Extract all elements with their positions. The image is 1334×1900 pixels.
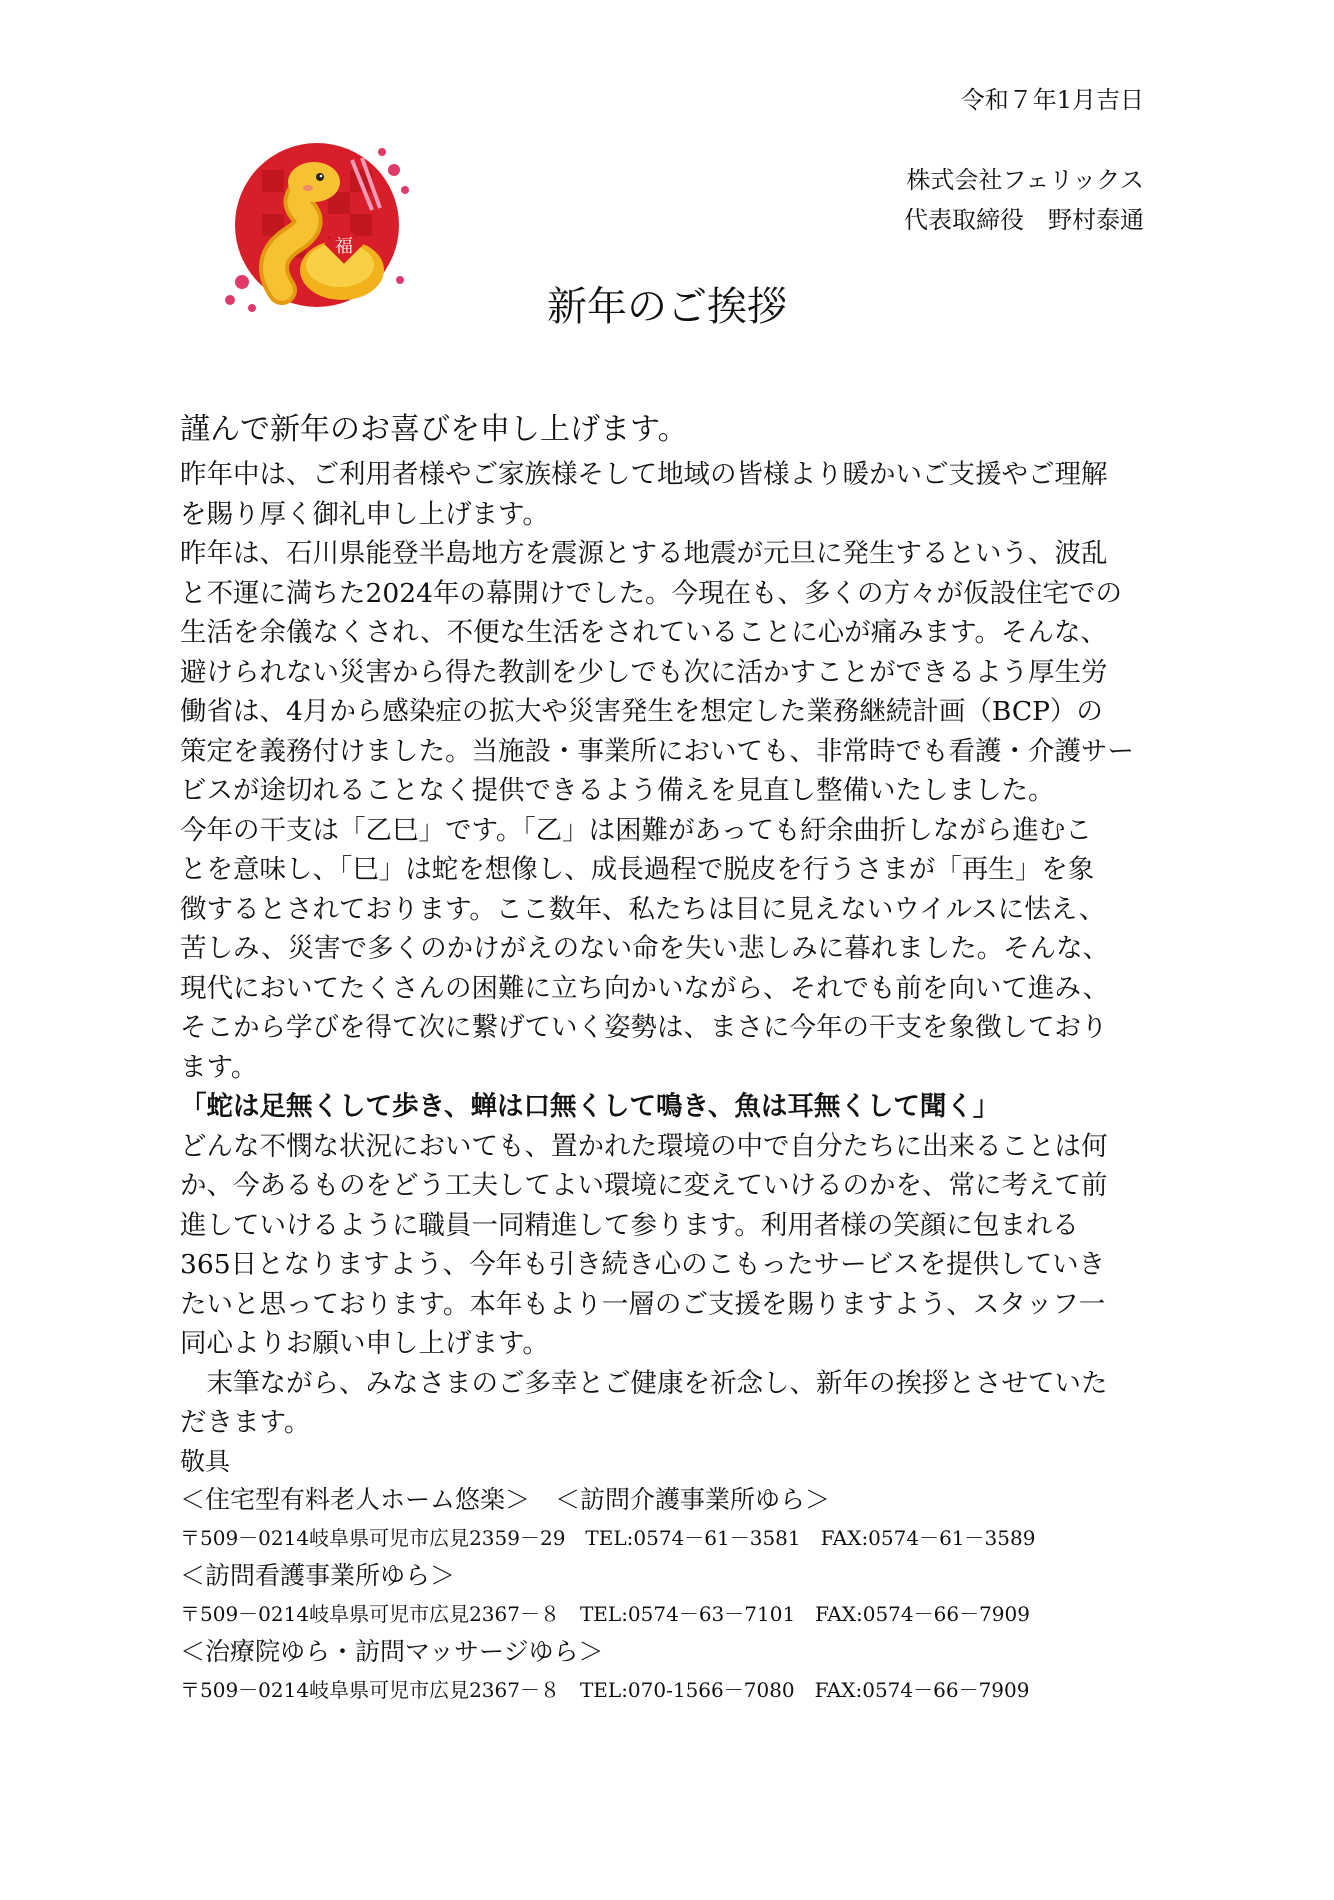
body-line: 生活を余儀なくされ、不便な生活をされていることに心が痛みます。そんな、 [180,617,1107,648]
body-line: ます。 [180,1051,258,1083]
body-line: 365日となりますよう、今年も引き続き心のこもったサービスを提供していき [180,1249,1106,1280]
fortune-badge-text: 福 [335,236,353,257]
body-line: 苦しみ、災害で多くのかけがえのない命を失い悲しみに暮れました。そんな、 [180,933,1110,964]
sender-block [904,160,1144,240]
body-line: 昨年中は、ご利用者様やご家族様そして地域の皆様より暖かいご支援やご理解 [180,459,1108,490]
page-title: 新年のご挨拶 [547,284,787,330]
greeting: 謹んで新年のお喜びを申し上げます。 [180,412,688,447]
body-line: 同心よりお願い申し上げます。 [180,1328,549,1359]
company-name: 株式会社フェリックス [906,166,1144,194]
facility-address: 〒509－0214岐阜県可児市広見2359－29 TEL:0574－61－3581 FAX:0574－61－3589 [180,1525,1036,1550]
body-line: 現代においてたくさんの困難に立ち向かいながら、それでも前を向いて進み、 [180,972,1110,1004]
body-line: 昨年は、石川県能登半島地方を震源とする地震が元旦に発生するという、波乱 [180,538,1108,569]
body-line: と不運に満ちた2024年の幕開けでした。今現在も、多くの方々が仮設住宅での [180,577,1122,609]
facility-address: 〒509－0214岐阜県可児市広見2367－８ TEL:070-1566－7080 FAX:0574－66－7909 [180,1677,1030,1702]
proverb-quote: 「蛇は足無くして歩き、蝉は口無くして鳴き、魚は耳無くして聞く」 [180,1091,1000,1122]
letter-body [180,405,1140,1709]
representative-name: 代表取締役 野村泰通 [904,206,1144,234]
keigu: 敬具 [180,1446,231,1476]
body-line: 策定を義務付けました。当施設・事業所においても、非常時でも看護・介護サー [180,735,1134,767]
body-line: ビスが途切れることなく提供できるよう備えを見直し整備いたしました。 [180,775,1055,806]
body-line: か、今あるものをどう工夫してよい環境に変えていけるのかを、常に考えて前 [180,1170,1108,1201]
closing-line: 末筆ながら、みなさまのご多幸とご健康を祈念し、新年の挨拶とさせていた [206,1367,1108,1399]
body-line: を賜り厚く御礼申し上げます。 [180,498,549,530]
body-line: そこから学びを得て次に繋げていく姿勢は、まさに今年の干支を象徴しており [180,1012,1108,1043]
body-line: 今年の干支は「乙巳」です。「乙」は困難があっても紆余曲折しながら進むこ [180,814,1092,846]
body-line: たいと思っております。本年もより一層のご支援を賜りますよう、スタッフ一 [180,1288,1106,1320]
facility-name: ＜治療院ゆら・訪問マッサージゆら＞ [180,1636,604,1666]
letter-date: 令和７年1月吉日 [960,86,1144,114]
facility-name: ＜住宅型有料老人ホーム悠楽＞ ＜訪問介護事業所ゆら＞ [180,1484,831,1514]
facility-name: ＜訪問看護事業所ゆら＞ [180,1560,456,1590]
body-line: 避けられない災害から得た教訓を少しでも次に活かすことができるよう厚生労 [180,656,1108,688]
body-line: 働省は、4月から感染症の拡大や災害発生を想定した業務継続計画（BCP）の [180,696,1103,727]
facility-address: 〒509－0214岐阜県可児市広見2367－８ TEL:0574－63－7101 FAX:0574－66－7909 [180,1601,1030,1626]
body-line: 徴するとされております。ここ数年、私たちは目に見えないウイルスに怯え、 [180,893,1106,925]
body-line: とを意味し、「巳」は蛇を想像し、成長過程で脱皮を行うさまが「再生」を象 [180,854,1095,885]
body-line: どんな不憫な状況においても、置かれた環境の中で自分たちに出来ることは何 [180,1130,1108,1162]
body-line: 進していけるように職員一同精進して参ります。利用者様の笑顔に包まれる [180,1209,1079,1241]
closing-line: だきます。 [180,1407,311,1438]
